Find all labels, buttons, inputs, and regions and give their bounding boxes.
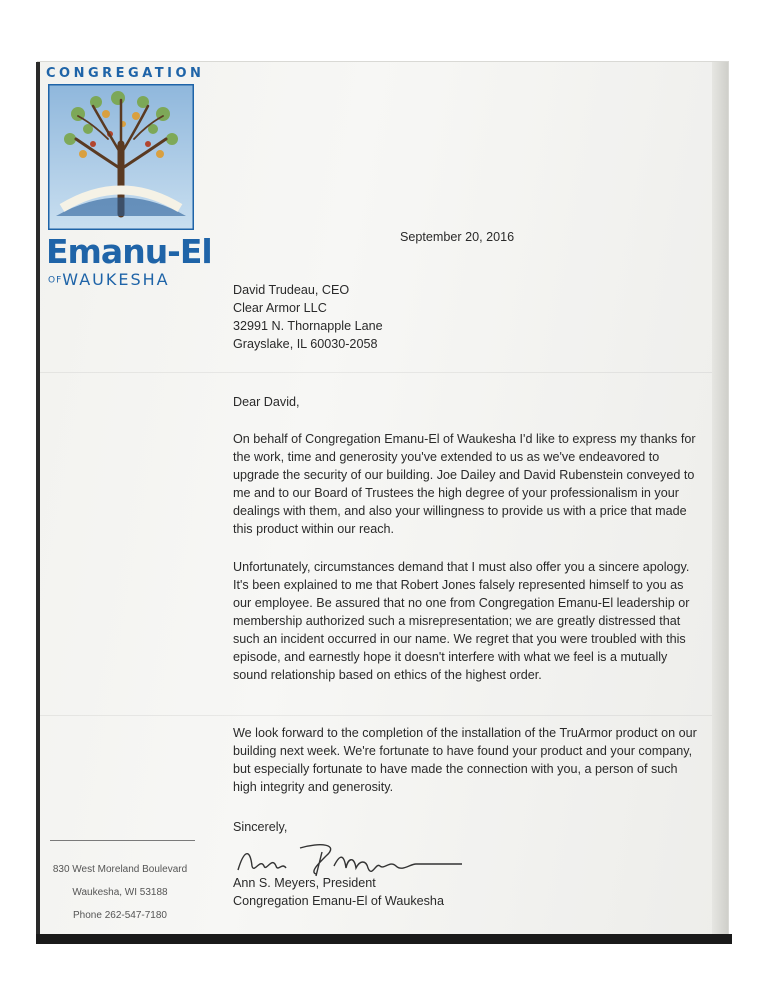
letterhead-sub-city: WAUKESHA (62, 270, 170, 289)
letterhead-subtitle (48, 270, 208, 289)
recipient-line: David Trudeau, CEO (233, 283, 350, 297)
side-address-line1: 830 West Moreland Boulevard (52, 864, 188, 875)
closing: Sincerely, (233, 820, 288, 834)
signer-name: Ann S. Meyers, President (233, 876, 376, 890)
signer-organization: Congregation Emanu-El of Waukesha (233, 894, 444, 908)
side-phone: Phone 262-547-7180 (73, 910, 167, 921)
letterhead-top-text: CONGREGATION (46, 66, 205, 81)
paragraph-2: Unfortunately, circumstances demand that I must also offer you a sincere apology. It's been explained to me that Robert Jones falsely represented himself to you as our employee. Be assured that no one from Congregation Emanu-El leadership or membership authorized such a misrepresentation; we are greatly distressed that such an incident occurred in our name. We regret that you were troubled with this episode, and earnestly hope it doesn't interfere with what we feel is a mutually sound relationship based on ethics of the highest order. (233, 560, 690, 682)
letter-date: September 20, 2016 (400, 230, 515, 244)
paragraph-1: On behalf of Congregation Emanu-El of Waukesha I'd like to express my thanks for the work, time and generosity you've extended to us as we've endeavored to upgrade the security of our building. Joe Dailey and David Rubenstein conveyed to me and to our Board of Trustees the high degree of your professionalism in your dealings with them, and also your willingness to provide us with a price that made this product within our reach. (233, 432, 696, 536)
paper-right-edge (712, 62, 728, 940)
salutation: Dear David, (233, 395, 300, 409)
letterhead-logo (46, 66, 205, 236)
paper-left-edge (36, 62, 40, 940)
recipient-address (233, 281, 383, 353)
recipient-line: Grayslake, IL 60030-2058 (233, 337, 378, 351)
paper-bottom-edge (36, 934, 732, 944)
recipient-line: Clear Armor LLC (233, 301, 327, 315)
paragraph-3: We look forward to the completion of the installation of the TruArmor product on our building next week. We're fortunate to have found your product and your company, but especially fortunate to have made the connection with you, a person of such high integrity and generosity. (233, 726, 697, 794)
tree-of-life-logo-icon (48, 84, 194, 230)
letterhead-sub-of: OF (48, 275, 63, 286)
fold-line (40, 372, 712, 373)
side-divider (50, 840, 195, 841)
side-address-line2: Waukesha, WI 53188 (72, 887, 168, 898)
fold-line (40, 715, 712, 716)
letterhead-name: Emanu-El (46, 232, 212, 271)
recipient-line: 32991 N. Thornapple Lane (233, 319, 383, 333)
